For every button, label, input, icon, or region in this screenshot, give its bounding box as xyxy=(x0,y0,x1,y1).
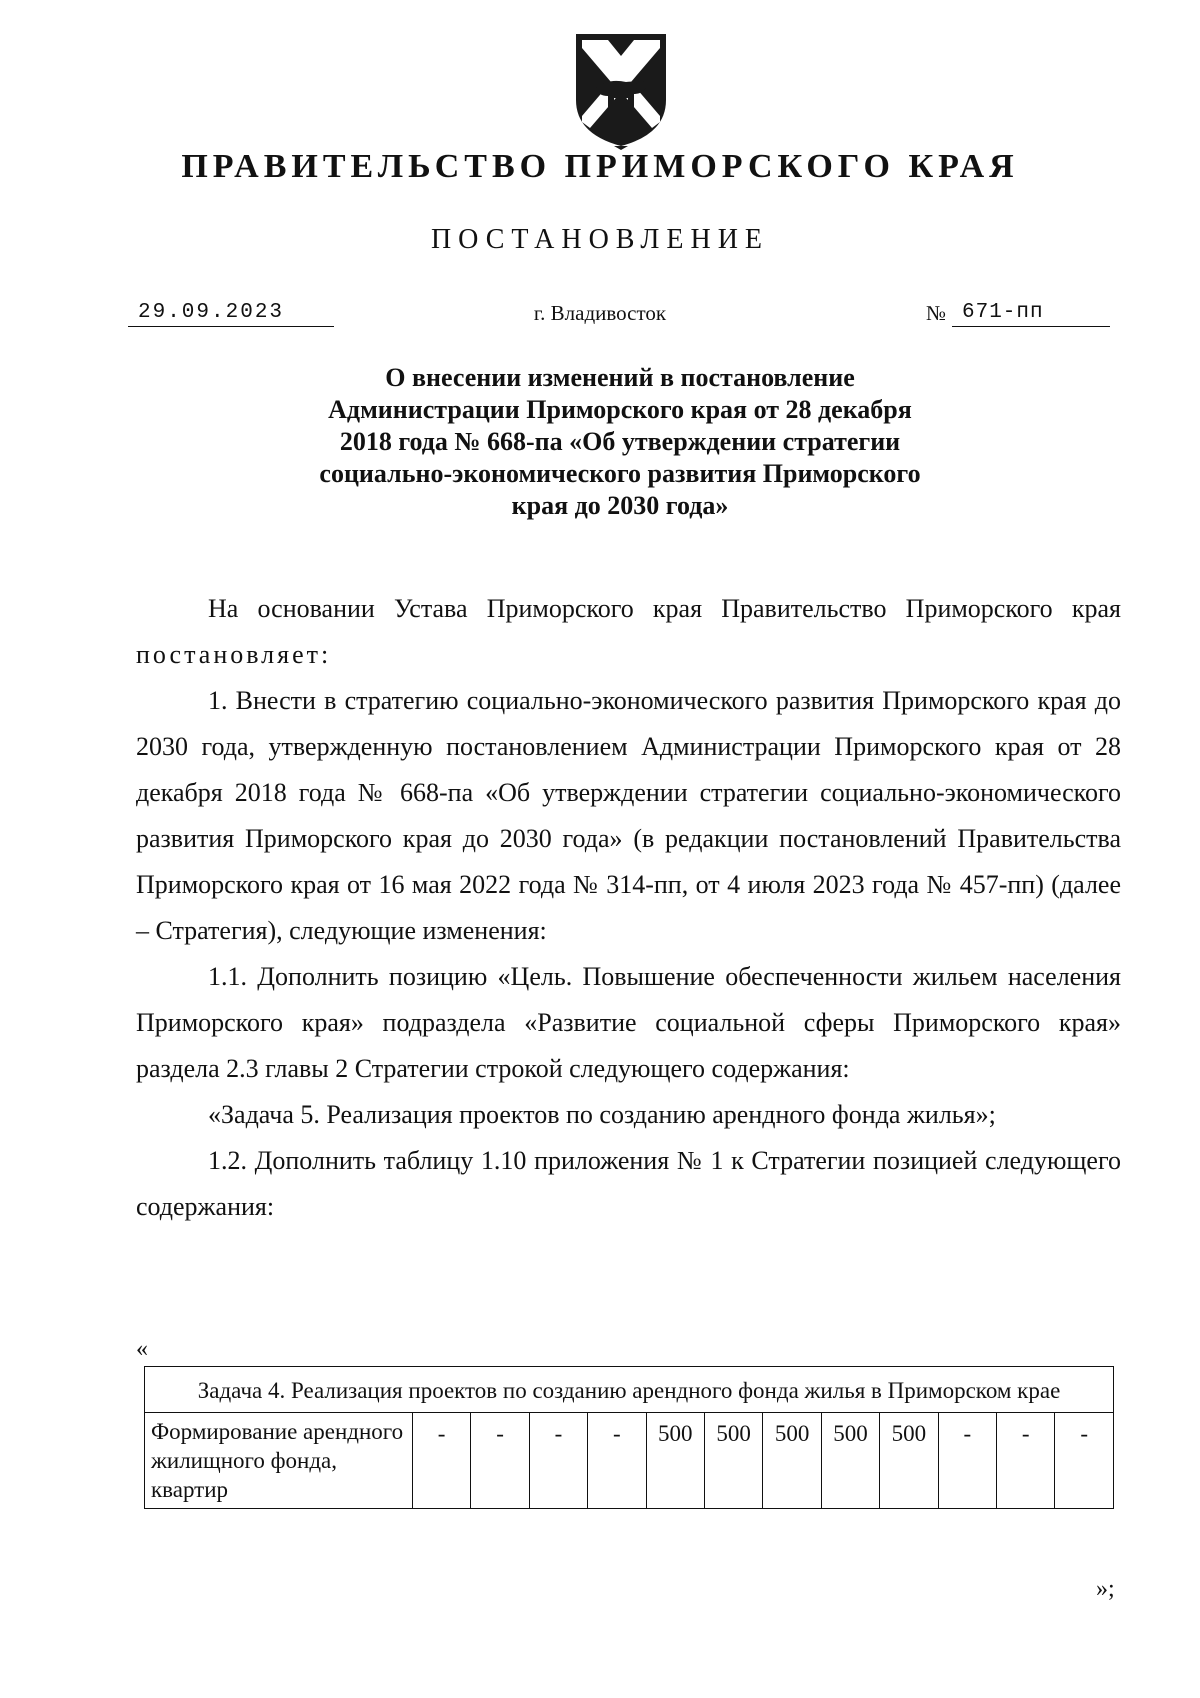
document-city: г. Владивосток xyxy=(533,301,667,325)
table-row xyxy=(145,1367,1114,1413)
coat-of-arms-emblem xyxy=(568,30,674,150)
body-paragraph: 1.1. Дополнить позицию «Цель. Повышение обеспеченности жильем населения Приморского края» подраздела «Развитие социальной сферы Приморского края» раздела 2.3 главы 2 Стратегии строкой следующего содержания: xyxy=(136,962,1121,1083)
value-cell: 500 xyxy=(821,1413,879,1509)
value-cell: - xyxy=(588,1413,646,1509)
value-cell: 500 xyxy=(704,1413,762,1509)
heading-line: О внесении изменений в постановление xyxy=(385,363,855,392)
task-title-cell: Задача 4. Реализация проектов по созданию арендного фонда жилья в Приморском крае xyxy=(145,1367,1114,1413)
body-paragraph xyxy=(136,586,1121,678)
body-paragraph: «Задача 5. Реализация проектов по созданию арендного фонда жилья»; xyxy=(208,1100,996,1129)
body-paragraph: 1.2. Дополнить таблицу 1.10 приложения № 1 к Стратегии позицией следующего содержания: xyxy=(136,1146,1121,1221)
document-number: 671-пп xyxy=(952,300,1110,327)
value-cell: - xyxy=(1055,1413,1114,1509)
document-date: 29.09.2023 xyxy=(128,300,334,327)
document-heading xyxy=(250,362,990,522)
body-paragraph-text: На основании Устава Приморского края Правительство Приморского края xyxy=(208,594,1121,623)
value-cell: 500 xyxy=(880,1413,938,1509)
value-cell: 500 xyxy=(646,1413,704,1509)
value-cell: - xyxy=(529,1413,587,1509)
value-cell: 500 xyxy=(763,1413,821,1509)
body-paragraph: 1. Внести в стратегию социально-экономического развития Приморского края до 2030 года, утвержденную постановлением Администрации Приморского края от 28 декабря 2018 года № 668-па «Об утверждении стратегии социально-экономического развития Приморского края до 2030 года» (в редакции постановлений Правительства Приморского края от 16 мая 2022 года № 314-пп, от 4 июля 2023 года № 457-пп) (далее – Стратегия), следующие изменения: xyxy=(136,686,1121,945)
heading-line: края до 2030 года» xyxy=(511,491,729,520)
heading-line: социально-экономического развития Приморского xyxy=(319,459,921,488)
amendment-table xyxy=(144,1366,1114,1509)
body-paragraph-decree: постановляет: xyxy=(136,640,332,669)
table-open-quote: « xyxy=(136,1336,148,1362)
table-row xyxy=(145,1413,1114,1509)
value-cell: - xyxy=(938,1413,996,1509)
value-cell: - xyxy=(412,1413,470,1509)
value-cell: - xyxy=(996,1413,1054,1509)
heading-line: Администрации Приморского края от 28 декабря xyxy=(328,395,912,424)
value-cell: - xyxy=(471,1413,529,1509)
indicator-label-cell: Формирование арендного жилищного фонда, квартир xyxy=(145,1413,413,1509)
heading-line: 2018 года № 668-па «Об утверждении стратегии xyxy=(339,427,901,456)
table-close-quote: »; xyxy=(1096,1576,1115,1602)
document-number-label: № xyxy=(926,301,947,325)
document-type: ПОСТАНОВЛЕНИЕ xyxy=(430,224,770,255)
document-body xyxy=(136,586,1121,1230)
organization-title: ПРАВИТЕЛЬСТВО ПРИМОРСКОГО КРАЯ xyxy=(181,148,1019,185)
